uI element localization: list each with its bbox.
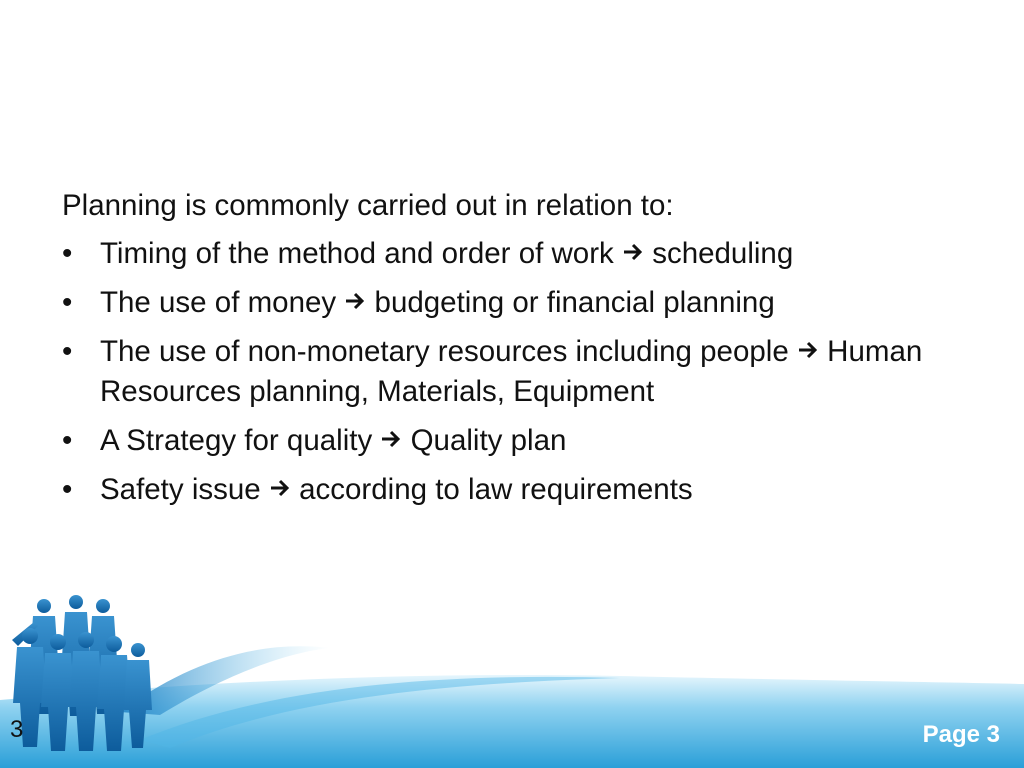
right-arrow-icon bbox=[344, 290, 366, 312]
list-item bbox=[62, 332, 982, 412]
bullet-list bbox=[62, 234, 982, 510]
bullet-text-after: according to law requirements bbox=[299, 473, 693, 506]
bullet-text-after: Human Resources planning, Materials, Equipment bbox=[100, 335, 923, 408]
bullet-text-before: Safety issue bbox=[100, 473, 261, 506]
bullet-text-after: Quality plan bbox=[410, 424, 567, 457]
list-item bbox=[62, 234, 982, 274]
right-arrow-icon bbox=[269, 477, 291, 499]
bullet-dot: • bbox=[62, 473, 73, 506]
bullet-text-before: Timing of the method and order of work bbox=[100, 237, 614, 270]
bullet-dot: • bbox=[62, 286, 73, 319]
list-item bbox=[62, 283, 982, 323]
intro-text: Planning is commonly carried out in relation to: bbox=[62, 189, 674, 222]
business-people-silhouettes-icon bbox=[12, 595, 152, 751]
right-arrow-icon bbox=[622, 241, 644, 263]
bullet-dot: • bbox=[62, 335, 73, 368]
right-arrow-icon bbox=[380, 428, 402, 450]
page-number-label: Page 3 bbox=[922, 721, 1000, 748]
bullet-dot: • bbox=[62, 237, 73, 270]
right-arrow-icon bbox=[797, 339, 819, 361]
list-item bbox=[62, 470, 982, 510]
bullet-dot: • bbox=[62, 424, 73, 457]
bullet-text-before: The use of non-monetary resources including people bbox=[100, 335, 789, 368]
slide-content bbox=[62, 186, 982, 519]
slide-number: 3 bbox=[10, 716, 24, 743]
bullet-text-before: The use of money bbox=[100, 286, 337, 319]
bullet-text-after: budgeting or financial planning bbox=[374, 286, 775, 319]
bullet-text-after: scheduling bbox=[652, 237, 794, 270]
bullet-text-before: A Strategy for quality bbox=[100, 424, 373, 457]
list-item bbox=[62, 421, 982, 461]
